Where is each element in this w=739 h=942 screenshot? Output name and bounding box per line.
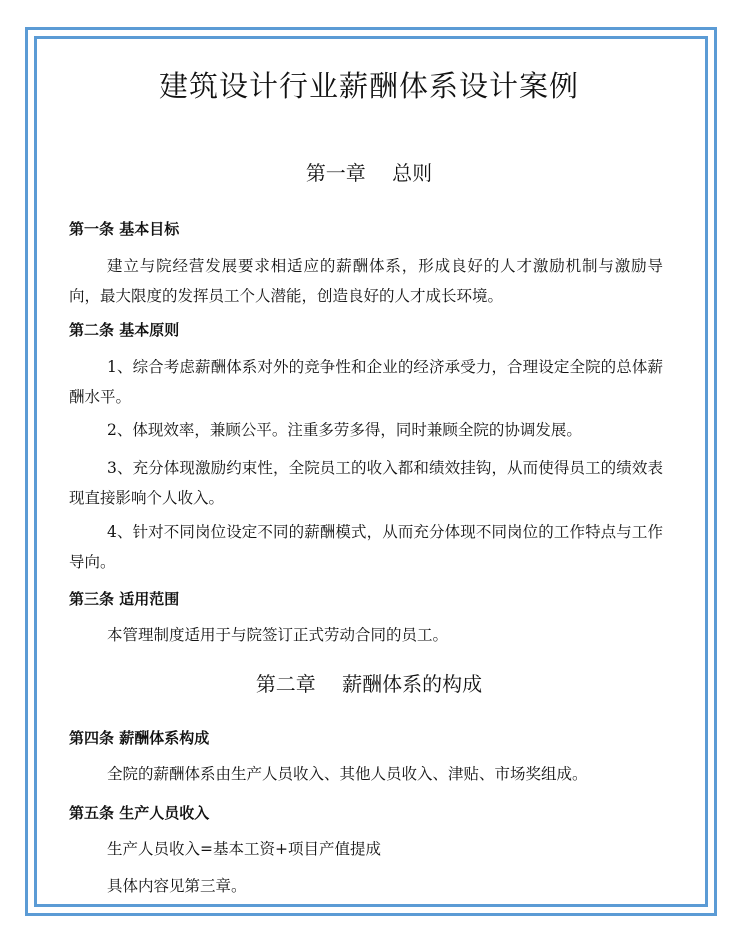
article-2-paragraph-3: 3、充分体现激励约束性，全院员工的收入都和绩效挂钩，从而使得员工的绩效表现直接影响个人收入。 xyxy=(69,459,663,507)
article-1-heading: 第一条 基本目标 xyxy=(69,220,180,238)
article-3-heading: 第三条 适用范围 xyxy=(69,590,180,608)
article-2-paragraph-2: 2、体现效率，兼顾公平。注重多劳多得，同时兼顾全院的协调发展。 xyxy=(107,421,582,439)
article-4-paragraph-1: 全院的薪酬体系由生产人员收入、其他人员收入、津贴、市场奖组成。 xyxy=(107,765,588,783)
article-5-paragraph-1: 生产人员收入=基本工资+项目产值提成 xyxy=(107,840,381,858)
chapter-1-heading: 第一章 总则 xyxy=(305,161,433,185)
article-4-heading: 第四条 薪酬体系构成 xyxy=(69,729,210,747)
article-5-paragraph-2: 具体内容见第三章。 xyxy=(107,877,247,895)
article-2-heading: 第二条 基本原则 xyxy=(69,321,180,339)
article-2-paragraph-1: 1、综合考虑薪酬体系对外的竞争性和企业的经济承受力，合理设定全院的总体薪酬水平。 xyxy=(69,358,663,406)
article-1-paragraph-1: 建立与院经营发展要求相适应的薪酬体系，形成良好的人才激励机制与激励导向，最大限度的发挥员工个人潜能，创造良好的人才成长环境。 xyxy=(69,257,663,305)
document-title: 建筑设计行业薪酬体系设计案例 xyxy=(158,69,579,103)
article-5-heading: 第五条 生产人员收入 xyxy=(69,804,210,822)
article-3-paragraph-1: 本管理制度适用于与院签订正式劳动合同的员工。 xyxy=(107,626,449,644)
article-2-paragraph-4: 4、针对不同岗位设定不同的薪酬模式，从而充分体现不同岗位的工作特点与工作导向。 xyxy=(69,523,663,571)
chapter-2-heading: 第二章 薪酬体系的构成 xyxy=(255,672,483,696)
